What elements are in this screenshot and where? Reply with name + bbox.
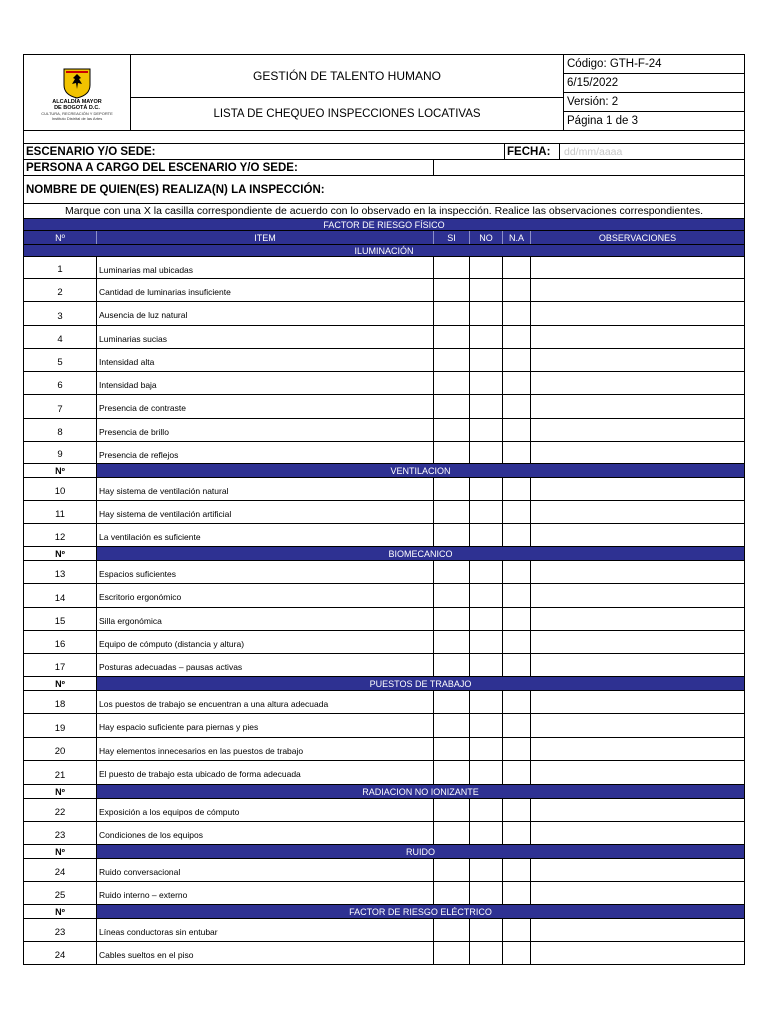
na-checkbox-cell[interactable] (503, 761, 531, 784)
fecha-field[interactable]: dd/mm/aaaa (564, 145, 623, 158)
si-checkbox-cell[interactable] (434, 442, 470, 463)
table-row (24, 654, 744, 677)
doc-code: Código: GTH-F-24 (564, 55, 744, 74)
na-checkbox-cell[interactable] (503, 859, 531, 881)
table-row (24, 419, 744, 442)
si-checkbox-cell[interactable] (434, 584, 470, 607)
row-number: 3 (24, 302, 97, 325)
table-row (24, 279, 744, 302)
observations-cell[interactable] (531, 654, 744, 676)
row-item-text: Ruido conversacional (97, 859, 434, 881)
table-row (24, 822, 744, 845)
col-na: N.A (503, 231, 531, 244)
table-row (24, 372, 744, 395)
table-row (24, 302, 744, 326)
logo-text-4: Instituto Distrital de las Artes (51, 115, 103, 121)
no-checkbox-cell[interactable] (470, 524, 503, 546)
table-row (24, 738, 744, 761)
col-num: Nº (24, 231, 97, 244)
row-number: 8 (24, 419, 97, 441)
na-checkbox-cell[interactable] (503, 326, 531, 348)
si-checkbox-cell[interactable] (434, 326, 470, 348)
observations-cell[interactable] (531, 799, 744, 821)
row-item-text: Luminarias sucias (97, 326, 434, 348)
row-item-text: Posturas adecuadas – pausas activas (97, 654, 434, 676)
row-item-text: Ruido interno – externo (97, 882, 434, 904)
observations-cell[interactable] (531, 882, 744, 904)
table-row (24, 561, 744, 584)
col-item: ITEM (97, 231, 434, 244)
na-checkbox-cell[interactable] (503, 501, 531, 523)
si-checkbox-cell[interactable] (434, 302, 470, 325)
table-row (24, 349, 744, 372)
na-checkbox-cell[interactable] (503, 631, 531, 653)
table-row (24, 882, 744, 905)
row-item-text: Ausencia de luz natural (97, 302, 434, 325)
section-title: FACTOR DE RIESGO ELÉCTRICO (97, 905, 744, 918)
row-item-text: El puesto de trabajo esta ubicado de forma adecuada (97, 761, 434, 784)
no-checkbox-cell[interactable] (470, 349, 503, 371)
observations-cell[interactable] (531, 822, 744, 844)
si-checkbox-cell[interactable] (434, 859, 470, 881)
table-row (24, 257, 744, 279)
no-checkbox-cell[interactable] (470, 257, 503, 278)
doc-page: Página 1 de 3 (567, 115, 638, 127)
row-item-text: Luminarias mal ubicadas (97, 257, 434, 278)
si-checkbox-cell[interactable] (434, 882, 470, 904)
document-title: LISTA DE CHEQUEO INSPECCIONES LOCATIVAS (213, 108, 481, 120)
row-item-text: Cables sueltos en el piso (97, 942, 434, 964)
persona-row (24, 160, 744, 176)
na-checkbox-cell[interactable] (503, 942, 531, 964)
row-item-text: Intensidad baja (97, 372, 434, 394)
na-checkbox-cell[interactable] (503, 349, 531, 371)
table-row (24, 442, 744, 464)
escenario-field[interactable] (24, 144, 505, 159)
no-checkbox-cell[interactable] (470, 419, 503, 441)
table-row (24, 761, 744, 785)
row-item-text: Condiciones de los equipos (97, 822, 434, 844)
doc-date: 6/15/2022 (564, 74, 744, 93)
si-checkbox-cell[interactable] (434, 654, 470, 676)
row-number: 17 (24, 654, 97, 676)
no-checkbox-cell[interactable] (470, 738, 503, 760)
si-checkbox-cell[interactable] (434, 395, 470, 418)
observations-cell[interactable] (531, 302, 744, 325)
no-checkbox-cell[interactable] (470, 501, 503, 523)
na-checkbox-cell[interactable] (503, 654, 531, 676)
row-item-text: Hay sistema de ventilación natural (97, 478, 434, 500)
form-sheet (23, 54, 745, 965)
observations-cell[interactable] (531, 761, 744, 784)
observations-cell[interactable] (531, 631, 744, 653)
si-checkbox-cell[interactable] (434, 608, 470, 630)
table-row (24, 584, 744, 608)
no-checkbox-cell[interactable] (470, 608, 503, 630)
table-row (24, 608, 744, 631)
row-item-text: Exposición a los equipos de cómputo (97, 799, 434, 821)
si-checkbox-cell[interactable] (434, 279, 470, 301)
si-checkbox-cell[interactable] (434, 919, 470, 941)
logo-text-3: CULTURA, RECREACIÓN Y DEPORTE (41, 110, 113, 116)
no-checkbox-cell[interactable] (470, 714, 503, 737)
na-checkbox-cell[interactable] (503, 738, 531, 760)
si-checkbox-cell[interactable] (434, 738, 470, 760)
na-checkbox-cell[interactable] (503, 442, 531, 463)
na-checkbox-cell[interactable] (503, 395, 531, 418)
document-header (24, 55, 744, 131)
row-item-text: Cantidad de luminarias insuficiente (97, 279, 434, 301)
table-row (24, 714, 744, 738)
no-checkbox-cell[interactable] (470, 442, 503, 463)
no-checkbox-cell[interactable] (470, 761, 503, 784)
section-num-label: Nº (24, 547, 97, 560)
na-checkbox-cell[interactable] (503, 478, 531, 500)
section-title: RADIACION NO IONIZANTE (97, 785, 744, 798)
no-checkbox-cell[interactable] (470, 882, 503, 904)
row-item-text: Silla ergonómica (97, 608, 434, 630)
escenario-row (24, 144, 744, 160)
no-checkbox-cell[interactable] (470, 395, 503, 418)
si-checkbox-cell[interactable] (434, 524, 470, 546)
row-number: 5 (24, 349, 97, 371)
row-number: 15 (24, 608, 97, 630)
si-checkbox-cell[interactable] (434, 257, 470, 278)
table-row (24, 919, 744, 942)
observations-cell[interactable] (531, 478, 744, 500)
section-title: PUESTOS DE TRABAJO (97, 677, 744, 690)
table-row (24, 524, 744, 547)
no-checkbox-cell[interactable] (470, 799, 503, 821)
section-header (24, 547, 744, 561)
section-header (24, 677, 744, 691)
row-item-text: Hay elementos innecesarios en las puestos de trabajo (97, 738, 434, 760)
si-checkbox-cell[interactable] (434, 372, 470, 394)
na-checkbox-cell[interactable] (503, 584, 531, 607)
row-item-text: Presencia de reflejos (97, 442, 434, 463)
no-checkbox-cell[interactable] (470, 859, 503, 881)
table-row (24, 691, 744, 714)
observations-cell[interactable] (531, 442, 744, 463)
observations-cell[interactable] (531, 919, 744, 941)
row-number: 10 (24, 478, 97, 500)
row-number: 20 (24, 738, 97, 760)
na-checkbox-cell[interactable] (503, 257, 531, 278)
na-checkbox-cell[interactable] (503, 524, 531, 546)
persona-label: PERSONA A CARGO DEL ESCENARIO Y/O SEDE: (24, 160, 434, 175)
na-checkbox-cell[interactable] (503, 882, 531, 904)
na-checkbox-cell[interactable] (503, 691, 531, 713)
row-number: 12 (24, 524, 97, 546)
row-number: 11 (24, 501, 97, 523)
observations-cell[interactable] (531, 584, 744, 607)
si-checkbox-cell[interactable] (434, 714, 470, 737)
fecha-label: FECHA: (505, 144, 560, 159)
no-checkbox-cell[interactable] (470, 654, 503, 676)
no-checkbox-cell[interactable] (470, 584, 503, 607)
section-header (24, 785, 744, 799)
meta-block (564, 55, 744, 130)
observations-cell[interactable] (531, 501, 744, 523)
row-number: 1 (24, 257, 97, 278)
row-number: 18 (24, 691, 97, 713)
section-num-label: Nº (24, 845, 97, 858)
si-checkbox-cell[interactable] (434, 799, 470, 821)
row-number: 19 (24, 714, 97, 737)
row-number: 16 (24, 631, 97, 653)
row-item-text: Escritorio ergonómico (97, 584, 434, 607)
col-no: NO (470, 231, 503, 244)
table-row (24, 501, 744, 524)
si-checkbox-cell[interactable] (434, 501, 470, 523)
na-checkbox-cell[interactable] (503, 822, 531, 844)
section-num-label: Nº (24, 677, 97, 690)
row-item-text: Presencia de brillo (97, 419, 434, 441)
row-number: 13 (24, 561, 97, 583)
observations-cell[interactable] (531, 942, 744, 964)
na-checkbox-cell[interactable] (503, 608, 531, 630)
na-checkbox-cell[interactable] (503, 714, 531, 737)
row-item-text: Hay sistema de ventilación artificial (97, 501, 434, 523)
column-headers (24, 231, 744, 245)
observations-cell[interactable] (531, 738, 744, 760)
row-item-text: Líneas conductoras sin entubar (97, 919, 434, 941)
no-checkbox-cell[interactable] (470, 326, 503, 348)
section-header (24, 905, 744, 919)
observations-cell[interactable] (531, 608, 744, 630)
section-header (24, 464, 744, 478)
row-item-text: Intensidad alta (97, 349, 434, 371)
persona-field[interactable] (434, 160, 744, 175)
process-name: GESTIÓN DE TALENTO HUMANO (131, 55, 563, 98)
si-checkbox-cell[interactable] (434, 561, 470, 583)
row-number: 24 (24, 942, 97, 964)
observations-cell[interactable] (531, 561, 744, 583)
si-checkbox-cell[interactable] (434, 631, 470, 653)
na-checkbox-cell[interactable] (503, 302, 531, 325)
na-checkbox-cell[interactable] (503, 279, 531, 301)
row-item-text: Hay espacio suficiente para piernas y pies (97, 714, 434, 737)
row-number: 2 (24, 279, 97, 301)
no-checkbox-cell[interactable] (470, 372, 503, 394)
row-number: 25 (24, 882, 97, 904)
si-checkbox-cell[interactable] (434, 942, 470, 964)
spacer-row (24, 131, 744, 144)
row-item-text: La ventilación es suficiente (97, 524, 434, 546)
row-number: 6 (24, 372, 97, 394)
no-checkbox-cell[interactable] (470, 561, 503, 583)
na-checkbox-cell[interactable] (503, 561, 531, 583)
table-row (24, 478, 744, 501)
col-si: SI (434, 231, 470, 244)
row-number: 9 (24, 442, 97, 463)
table-row (24, 942, 744, 965)
observations-cell[interactable] (531, 395, 744, 418)
na-checkbox-cell[interactable] (503, 419, 531, 441)
row-item-text: Presencia de contraste (97, 395, 434, 418)
observations-cell[interactable] (531, 257, 744, 278)
observations-cell[interactable] (531, 279, 744, 301)
na-checkbox-cell[interactable] (503, 919, 531, 941)
escenario-label: ESCENARIO Y/O SEDE: (26, 145, 156, 158)
row-number: 22 (24, 799, 97, 821)
logo-text-1: ALCALDÍA MAYOR (52, 98, 102, 105)
table-row (24, 326, 744, 349)
col-obs: OBSERVACIONES (598, 232, 677, 243)
no-checkbox-cell[interactable] (470, 822, 503, 844)
table-row (24, 395, 744, 419)
section-header: ILUMINACIÓN (24, 245, 744, 257)
title-block (131, 55, 564, 130)
row-number: 24 (24, 859, 97, 881)
si-checkbox-cell[interactable] (434, 691, 470, 713)
checklist-body (24, 245, 744, 965)
section-title: RUIDO (97, 845, 744, 858)
bogota-coat-of-arms-icon (60, 67, 94, 99)
no-checkbox-cell[interactable] (470, 942, 503, 964)
observations-cell[interactable] (531, 859, 744, 881)
row-item-text: Espacios suficientes (97, 561, 434, 583)
section-num-label: Nº (24, 464, 97, 477)
inspector-label: NOMBRE DE QUIEN(ES) REALIZA(N) LA INSPECCIÓN: (26, 183, 325, 196)
observations-cell[interactable] (531, 326, 744, 348)
logo-text-2: DE BOGOTÁ D.C. (54, 104, 100, 111)
no-checkbox-cell[interactable] (470, 302, 503, 325)
section-num-label: Nº (24, 905, 97, 918)
row-number: 14 (24, 584, 97, 607)
section-title: VENTILACION (97, 464, 744, 477)
na-checkbox-cell[interactable] (503, 799, 531, 821)
observations-cell[interactable] (531, 714, 744, 737)
na-checkbox-cell[interactable] (503, 372, 531, 394)
table-row (24, 631, 744, 654)
no-checkbox-cell[interactable] (470, 279, 503, 301)
instructions: Marque con una X la casilla correspondiente de acuerdo con lo observado en la inspección. Realice las observaciones correspondientes. (24, 204, 744, 219)
observations-cell[interactable] (531, 372, 744, 394)
si-checkbox-cell[interactable] (434, 349, 470, 371)
si-checkbox-cell[interactable] (434, 478, 470, 500)
table-row (24, 859, 744, 882)
observations-cell[interactable] (531, 349, 744, 371)
row-number: 4 (24, 326, 97, 348)
doc-version: Versión: 2 (564, 93, 744, 112)
logo-block (24, 55, 131, 130)
si-checkbox-cell[interactable] (434, 419, 470, 441)
factor-fisico-header: FACTOR DE RIESGO FÍSICO (24, 219, 744, 231)
no-checkbox-cell[interactable] (470, 478, 503, 500)
no-checkbox-cell[interactable] (470, 631, 503, 653)
row-number: 7 (24, 395, 97, 418)
si-checkbox-cell[interactable] (434, 761, 470, 784)
row-number: 23 (24, 919, 97, 941)
section-num-label: Nº (24, 785, 97, 798)
observations-cell[interactable] (531, 691, 744, 713)
row-number: 23 (24, 822, 97, 844)
observations-cell[interactable] (531, 419, 744, 441)
section-title: BIOMECANICO (97, 547, 744, 560)
row-item-text: Los puestos de trabajo se encuentran a una altura adecuada (97, 691, 434, 713)
si-checkbox-cell[interactable] (434, 822, 470, 844)
no-checkbox-cell[interactable] (470, 919, 503, 941)
table-row (24, 799, 744, 822)
inspector-field[interactable] (24, 176, 744, 204)
no-checkbox-cell[interactable] (470, 691, 503, 713)
observations-cell[interactable] (531, 524, 744, 546)
section-header (24, 845, 744, 859)
row-item-text: Equipo de cómputo (distancia y altura) (97, 631, 434, 653)
row-number: 21 (24, 761, 97, 784)
